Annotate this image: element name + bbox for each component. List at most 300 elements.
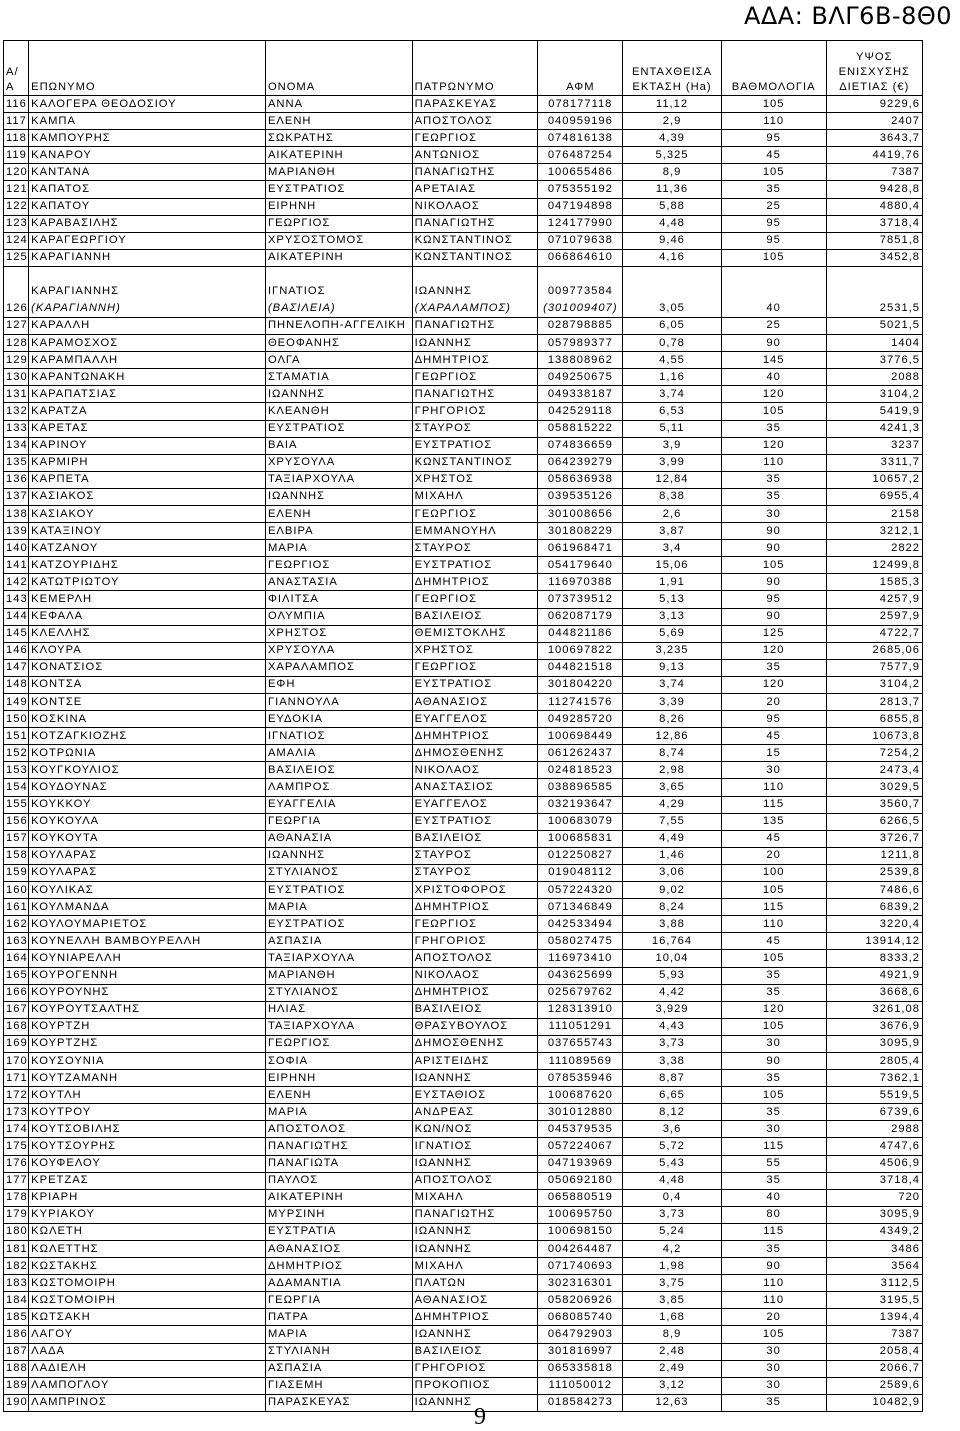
cell-amount: 5519,5 [826, 1087, 922, 1104]
cell-father-alt: (ΧΑΡΑΛΑΜΠΟΣ) [414, 301, 511, 314]
cell-name: ΘΕΟΦΑΝΗΣ [265, 335, 412, 352]
table-row [4, 711, 923, 728]
cell-father: ΧΡΗΣΤΟΣ [412, 471, 538, 488]
cell-aa: 152 [4, 745, 29, 762]
cell-area: 3,73 [623, 1206, 722, 1223]
cell-afm: 044821186 [538, 625, 623, 642]
cell-aa: 177 [4, 1172, 29, 1189]
cell-grade: 95 [721, 232, 826, 249]
cell-grade: 100 [721, 864, 826, 881]
cell-grade: 35 [721, 1104, 826, 1121]
cell-area: 5,13 [623, 591, 722, 608]
cell-father: ΓΕΩΡΓΙΟΣ [412, 591, 538, 608]
cell-area: 0,4 [623, 1189, 722, 1206]
cell-aa: 159 [4, 864, 29, 881]
cell-father: ΙΩΑΝΝΗΣ [412, 1326, 538, 1343]
cell-grade: 95 [721, 130, 826, 147]
cell-father: ΑΝΔΡΕΑΣ [412, 1104, 538, 1121]
table-row [4, 1070, 923, 1087]
cell-surname: ΚΕΜΕΡΛΗ [29, 591, 266, 608]
cell-aa: 146 [4, 642, 29, 659]
cell-aa: 148 [4, 676, 29, 693]
cell-grade: 40 [721, 266, 826, 317]
cell-afm: 071346849 [538, 899, 623, 916]
cell-afm: 057989377 [538, 335, 623, 352]
cell-amount: 6266,5 [826, 813, 922, 830]
cell-amount: 3564 [826, 1258, 922, 1275]
cell-name: ΓΕΩΡΓΙΟΣ [265, 215, 412, 232]
cell-amount: 7577,9 [826, 659, 922, 676]
table-row [4, 984, 923, 1001]
cell-name: ΠΗΝΕΛΟΠΗ-ΑΓΓΕΛΙΚΗ [265, 317, 412, 334]
cell-afm-primary: 009773584 [547, 284, 613, 297]
cell-afm: 028798885 [538, 317, 623, 334]
table-row [4, 882, 923, 899]
cell-surname: ΚΟΥΚΚΟΥ [29, 796, 266, 813]
cell-area: 3,06 [623, 864, 722, 881]
cell-area: 7,55 [623, 813, 722, 830]
cell-aa: 141 [4, 557, 29, 574]
cell-surname: ΛΑΔΙΕΛΗ [29, 1360, 266, 1377]
cell-surname: ΚΟΥΛΑΡΑΣ [29, 864, 266, 881]
cell-area: 4,16 [623, 249, 722, 266]
cell-aa: 142 [4, 574, 29, 591]
cell-grade: 80 [721, 1206, 826, 1223]
cell-afm: 100687620 [538, 1087, 623, 1104]
cell-afm: 050692180 [538, 1172, 623, 1189]
cell-area: 11,36 [623, 181, 722, 198]
cell-aa: 137 [4, 488, 29, 505]
cell-aa: 130 [4, 369, 29, 386]
cell-area: 5,11 [623, 420, 722, 437]
cell-amount: 3095,9 [826, 1035, 922, 1052]
cell-name: ΜΑΡΙΑ [265, 899, 412, 916]
table-row [4, 813, 923, 830]
table-row [4, 1360, 923, 1377]
cell-grade: 120 [721, 1001, 826, 1018]
cell-name: ΜΑΡΙΑ [265, 1326, 412, 1343]
cell-name: ΧΑΡΑΛΑΜΠΟΣ [265, 659, 412, 676]
cell-father: ΑΠΟΣΤΟΛΟΣ [412, 950, 538, 967]
cell-surname: ΚΑΡΑΓΕΩΡΓΙΟΥ [29, 232, 266, 249]
cell-surname: ΚΟΥΡΟΓΕΝΝΗ [29, 967, 266, 984]
cell-afm: 301012880 [538, 1104, 623, 1121]
cell-area: 8,26 [623, 711, 722, 728]
cell-area: 1,98 [623, 1258, 722, 1275]
cell-afm: 068085740 [538, 1309, 623, 1326]
cell-amount: 10482,9 [826, 1394, 922, 1411]
header-name: ΟΝΟΜΑ [265, 41, 412, 96]
cell-area: 3,74 [623, 676, 722, 693]
header-amount-line3: ΔΙΕΤΙΑΣ (€) [839, 81, 910, 93]
cell-aa: 188 [4, 1360, 29, 1377]
cell-surname: ΚΟΣΚΙΝΑ [29, 711, 266, 728]
table-row [4, 420, 923, 437]
cell-afm: 124177990 [538, 215, 623, 232]
cell-father: ΙΩΑΝΝΗΣ [412, 1223, 538, 1240]
cell-amount: 4722,7 [826, 625, 922, 642]
cell-area: 1,68 [623, 1309, 722, 1326]
cell-afm: 044821518 [538, 659, 623, 676]
cell-father: ΕΥΑΓΓΕΛΟΣ [412, 796, 538, 813]
cell-amount: 3311,7 [826, 454, 922, 471]
cell-surname: ΚΥΡΙΑΚΟΥ [29, 1206, 266, 1223]
cell-amount: 3212,1 [826, 523, 922, 540]
cell-afm: 301816997 [538, 1343, 623, 1360]
cell-father: ΑΝΑΣΤΑΣΙΟΣ [412, 779, 538, 796]
cell-area: 8,38 [623, 488, 722, 505]
cell-name-primary: ΙΓΝΑΤΙΟΣ [267, 284, 326, 297]
cell-father: ΓΕΩΡΓΙΟΣ [412, 505, 538, 522]
cell-grade: 110 [721, 1292, 826, 1309]
cell-name: ΓΕΩΡΓΙΑ [265, 813, 412, 830]
table-row [4, 505, 923, 522]
table-row [4, 403, 923, 420]
table-row [4, 488, 923, 505]
cell-surname: ΚΑΡΠΕΤΑ [29, 471, 266, 488]
cell-amount: 4921,9 [826, 967, 922, 984]
cell-amount: 3718,4 [826, 215, 922, 232]
cell-name: ΕΛΕΝΗ [265, 505, 412, 522]
cell-amount: 2589,6 [826, 1377, 922, 1394]
cell-surname-alt: (ΚΑΡΑΓΙΑΝΝΗ) [31, 301, 121, 314]
cell-afm: 045379535 [538, 1121, 623, 1138]
cell-name: ΙΩΑΝΝΗΣ [265, 488, 412, 505]
cell-aa: 140 [4, 540, 29, 557]
cell-afm: 019048112 [538, 864, 623, 881]
cell-father: ΑΡΙΣΤΕΙΔΗΣ [412, 1052, 538, 1069]
cell-name: ΕΥΣΤΡΑΤΙΑ [265, 1223, 412, 1240]
table-row [4, 369, 923, 386]
cell-grade: 90 [721, 1258, 826, 1275]
cell-afm: 042533494 [538, 916, 623, 933]
cell-afm: 039535126 [538, 488, 623, 505]
cell-name: ΕΥΣΤΡΑΤΙΟΣ [265, 916, 412, 933]
cell-father: ΑΡΕΤΑΙΑΣ [412, 181, 538, 198]
cell-afm: 064792903 [538, 1326, 623, 1343]
cell-name: ΣΟΦΙΑ [265, 1052, 412, 1069]
cell-amount: 3261,08 [826, 1001, 922, 1018]
cell-surname: ΚΟΥΡΤΖΗΣ [29, 1035, 266, 1052]
table-row [4, 1326, 923, 1343]
cell-grade: 35 [721, 659, 826, 676]
cell-father: ΕΥΣΤΡΑΤΙΟΣ [412, 813, 538, 830]
header-amount [826, 41, 922, 96]
cell-name: ΑΙΚΑΤΕΡΙΝΗ [265, 147, 412, 164]
cell-aa: 124 [4, 232, 29, 249]
table-row [4, 540, 923, 557]
cell-area: 2,49 [623, 1360, 722, 1377]
cell-area: 4,43 [623, 1018, 722, 1035]
cell-surname: ΚΑΣΙΑΚΟΣ [29, 488, 266, 505]
cell-aa: 126 [4, 266, 29, 317]
table-row [4, 266, 923, 317]
cell-surname: ΚΑΡΑΓΙΑΝΝΗ [29, 249, 266, 266]
cell-afm: 058815222 [538, 420, 623, 437]
cell-surname: ΚΩΣΤΟΜΟΙΡΗ [29, 1292, 266, 1309]
cell-amount: 3726,7 [826, 830, 922, 847]
cell-father [412, 266, 538, 317]
header-area-line2: ΕΚΤΑΣΗ (Ha) [632, 81, 712, 93]
cell-surname: ΚΟΥΤΣΟΥΡΗΣ [29, 1138, 266, 1155]
cell-afm: 075355192 [538, 181, 623, 198]
cell-surname: ΚΑΜΠΑ [29, 113, 266, 130]
cell-aa: 179 [4, 1206, 29, 1223]
cell-grade: 105 [721, 882, 826, 899]
cell-aa: 156 [4, 813, 29, 830]
cell-area: 12,63 [623, 1394, 722, 1411]
cell-afm: 078177118 [538, 96, 623, 113]
cell-afm: 062087179 [538, 608, 623, 625]
cell-father: ΠΑΝΑΓΙΩΤΗΣ [412, 317, 538, 334]
cell-father: ΧΡΙΣΤΟΦΟΡΟΣ [412, 882, 538, 899]
cell-aa: 189 [4, 1377, 29, 1394]
cell-name: ΑΝΑΣΤΑΣΙΑ [265, 574, 412, 591]
cell-grade: 120 [721, 386, 826, 403]
cell-aa: 125 [4, 249, 29, 266]
table-row [4, 779, 923, 796]
table-row [4, 454, 923, 471]
cell-grade: 105 [721, 249, 826, 266]
cell-amount: 9229,6 [826, 96, 922, 113]
cell-surname: ΚΟΥΛΙΚΑΣ [29, 882, 266, 899]
table-row [4, 335, 923, 352]
cell-amount: 2988 [826, 1121, 922, 1138]
cell-grade: 20 [721, 694, 826, 711]
cell-surname: ΚΟΥΓΚΟΥΛΙΟΣ [29, 762, 266, 779]
cell-grade: 40 [721, 1189, 826, 1206]
cell-name: ΕΥΣΤΡΑΤΙΟΣ [265, 882, 412, 899]
cell-aa: 168 [4, 1018, 29, 1035]
cell-father: ΧΡΗΣΤΟΣ [412, 642, 538, 659]
cell-grade: 115 [721, 796, 826, 813]
table-row [4, 1275, 923, 1292]
cell-surname: ΚΑΡΜΙΡΗ [29, 454, 266, 471]
cell-afm: 042529118 [538, 403, 623, 420]
cell-afm: 049338187 [538, 386, 623, 403]
cell-name: ΕΙΡΗΝΗ [265, 198, 412, 215]
cell-area: 9,02 [623, 882, 722, 899]
table-row [4, 625, 923, 642]
cell-aa: 117 [4, 113, 29, 130]
header-area [623, 41, 722, 96]
cell-area: 2,48 [623, 1343, 722, 1360]
table-row [4, 762, 923, 779]
cell-surname: ΚΑΡΑΜΠΑΛΛΗ [29, 352, 266, 369]
table-row [4, 249, 923, 266]
cell-name: ΑΙΚΑΤΕΡΙΝΗ [265, 249, 412, 266]
cell-amount: 1394,4 [826, 1309, 922, 1326]
cell-father: ΠΑΝΑΓΙΩΤΗΣ [412, 1206, 538, 1223]
cell-area: 3,39 [623, 694, 722, 711]
cell-aa: 174 [4, 1121, 29, 1138]
cell-area: 2,6 [623, 505, 722, 522]
cell-grade: 135 [721, 813, 826, 830]
cell-afm: 116970388 [538, 574, 623, 591]
cell-surname: ΚΩΛΕΤΤΗΣ [29, 1241, 266, 1258]
cell-name: ΧΡΗΣΤΟΣ [265, 625, 412, 642]
cell-amount: 2805,4 [826, 1052, 922, 1069]
cell-surname: ΚΟΝΤΣΑ [29, 676, 266, 693]
cell-area: 3,13 [623, 608, 722, 625]
cell-name: ΕΛΒΙΡΑ [265, 523, 412, 540]
cell-grade: 105 [721, 1087, 826, 1104]
table-row [4, 796, 923, 813]
cell-area: 5,43 [623, 1155, 722, 1172]
cell-father: ΔΗΜΗΤΡΙΟΣ [412, 899, 538, 916]
cell-amount: 7851,8 [826, 232, 922, 249]
cell-name: ΣΤΥΛΙΑΝΗ [265, 1343, 412, 1360]
cell-afm: 076487254 [538, 147, 623, 164]
table-row [4, 1223, 923, 1240]
table-row [4, 745, 923, 762]
cell-grade: 45 [721, 933, 826, 950]
cell-aa: 172 [4, 1087, 29, 1104]
table-row [4, 1035, 923, 1052]
cell-aa: 149 [4, 694, 29, 711]
table-row [4, 113, 923, 130]
cell-amount: 2058,4 [826, 1343, 922, 1360]
table-row [4, 1155, 923, 1172]
cell-surname: ΚΑΤΑΞΙΝΟΥ [29, 523, 266, 540]
table-row [4, 899, 923, 916]
cell-father: ΔΗΜΗΤΡΙΟΣ [412, 728, 538, 745]
beneficiaries-table [3, 40, 923, 1412]
cell-grade: 30 [721, 762, 826, 779]
cell-afm: 065335818 [538, 1360, 623, 1377]
table-row [4, 96, 923, 113]
cell-grade: 90 [721, 523, 826, 540]
cell-surname: ΚΑΡΑΜΟΣΧΟΣ [29, 335, 266, 352]
cell-name [265, 266, 412, 317]
cell-afm: 057224320 [538, 882, 623, 899]
table-row [4, 1343, 923, 1360]
cell-amount: 7387 [826, 1326, 922, 1343]
table-row [4, 523, 923, 540]
cell-surname-primary: ΚΑΡΑΓΙΑΝΝΗΣ [31, 284, 120, 297]
cell-surname: ΚΟΥΚΟΥΤΑ [29, 830, 266, 847]
cell-surname [29, 266, 266, 317]
cell-surname: ΚΑΡΑΒΑΣΙΛΗΣ [29, 215, 266, 232]
table-row [4, 215, 923, 232]
cell-afm: 024818523 [538, 762, 623, 779]
cell-area: 16,764 [623, 933, 722, 950]
cell-surname: ΚΩΣΤΑΚΗΣ [29, 1258, 266, 1275]
cell-afm: 043625699 [538, 967, 623, 984]
cell-afm: 018584273 [538, 1394, 623, 1411]
cell-surname: ΚΡΙΑΡΗ [29, 1189, 266, 1206]
cell-aa: 119 [4, 147, 29, 164]
cell-father: ΣΤΑΥΡΟΣ [412, 847, 538, 864]
cell-afm: 100685831 [538, 830, 623, 847]
cell-father: ΔΗΜΗΤΡΙΟΣ [412, 574, 538, 591]
cell-amount: 3643,7 [826, 130, 922, 147]
cell-name: ΜΑΡΙΑ [265, 1104, 412, 1121]
cell-grade: 35 [721, 181, 826, 198]
cell-name: ΙΓΝΑΤΙΟΣ [265, 728, 412, 745]
cell-afm: 100655486 [538, 164, 623, 181]
cell-name: ΒΑΣΙΛΕΙΟΣ [265, 762, 412, 779]
cell-amount: 2473,4 [826, 762, 922, 779]
table-row [4, 437, 923, 454]
cell-area: 3,99 [623, 454, 722, 471]
cell-area: 4,48 [623, 1172, 722, 1189]
cell-father: ΣΤΑΥΡΟΣ [412, 864, 538, 881]
cell-surname: ΚΑΤΖΟΥΡΙΔΗΣ [29, 557, 266, 574]
cell-amount: 4349,2 [826, 1223, 922, 1240]
cell-area: 3,929 [623, 1001, 722, 1018]
cell-name: ΛΑΜΠΡΟΣ [265, 779, 412, 796]
table-row [4, 317, 923, 334]
cell-father: ΠΑΡΑΣΚΕΥΑΣ [412, 96, 538, 113]
cell-area: 5,24 [623, 1223, 722, 1240]
table-row [4, 1121, 923, 1138]
cell-aa: 143 [4, 591, 29, 608]
cell-afm: 038896585 [538, 779, 623, 796]
cell-surname: ΚΟΥΡΟΥΝΗΣ [29, 984, 266, 1001]
cell-name: ΣΤΑΜΑΤΙΑ [265, 369, 412, 386]
cell-surname: ΚΟΥΚΟΥΛΑ [29, 813, 266, 830]
cell-afm [538, 266, 623, 317]
cell-afm: 138808962 [538, 352, 623, 369]
cell-surname: ΚΟΥΤΖΑΜΑΝΗ [29, 1070, 266, 1087]
cell-surname: ΚΑΡΙΝΟΥ [29, 437, 266, 454]
cell-amount: 7387 [826, 164, 922, 181]
cell-surname: ΚΩΤΣΑΚΗ [29, 1309, 266, 1326]
cell-afm: 100697822 [538, 642, 623, 659]
cell-father: ΠΑΝΑΓΙΩΤΗΣ [412, 215, 538, 232]
cell-grade: 35 [721, 1394, 826, 1411]
cell-father: ΠΡΟΚΟΠΙΟΣ [412, 1377, 538, 1394]
cell-surname: ΚΟΥΤΡΟΥ [29, 1104, 266, 1121]
header-surname: ΕΠΩΝΥΜΟ [29, 41, 266, 96]
cell-amount: 2813,7 [826, 694, 922, 711]
cell-grade: 105 [721, 950, 826, 967]
cell-amount: 1404 [826, 335, 922, 352]
table-row [4, 676, 923, 693]
cell-area: 8,9 [623, 1326, 722, 1343]
cell-aa: 166 [4, 984, 29, 1001]
cell-grade: 120 [721, 437, 826, 454]
cell-afm: 037655743 [538, 1035, 623, 1052]
cell-father: ΓΡΗΓΟΡΙΟΣ [412, 403, 538, 420]
cell-surname: ΚΑΜΠΟΥΡΗΣ [29, 130, 266, 147]
cell-surname: ΚΛΕΛΛΗΣ [29, 625, 266, 642]
cell-father: ΓΡΗΓΟΡΙΟΣ [412, 933, 538, 950]
cell-grade: 95 [721, 215, 826, 232]
cell-area: 6,05 [623, 317, 722, 334]
cell-area: 2,9 [623, 113, 722, 130]
cell-area: 1,16 [623, 369, 722, 386]
cell-amount: 2407 [826, 113, 922, 130]
cell-surname: ΚΟΤΖΑΓΚΙΟΖΗΣ [29, 728, 266, 745]
cell-surname: ΚΑΡΕΤΑΣ [29, 420, 266, 437]
table-row [4, 1258, 923, 1275]
table-row [4, 1206, 923, 1223]
cell-area: 8,87 [623, 1070, 722, 1087]
cell-surname: ΚΑΛΟΓΕΡΑ ΘΕΟΔΟΣΙΟΥ [29, 96, 266, 113]
cell-aa: 116 [4, 96, 29, 113]
cell-aa: 128 [4, 335, 29, 352]
cell-father: ΠΑΝΑΓΙΩΤΗΣ [412, 164, 538, 181]
cell-aa: 129 [4, 352, 29, 369]
cell-aa: 151 [4, 728, 29, 745]
cell-aa: 161 [4, 899, 29, 916]
cell-name: ΠΑΥΛΟΣ [265, 1172, 412, 1189]
cell-surname: ΚΕΦΑΛΑ [29, 608, 266, 625]
cell-name: ΤΑΞΙΑΡΧΟΥΛΑ [265, 471, 412, 488]
cell-father: ΕΥΣΤΑΘΙΟΣ [412, 1087, 538, 1104]
